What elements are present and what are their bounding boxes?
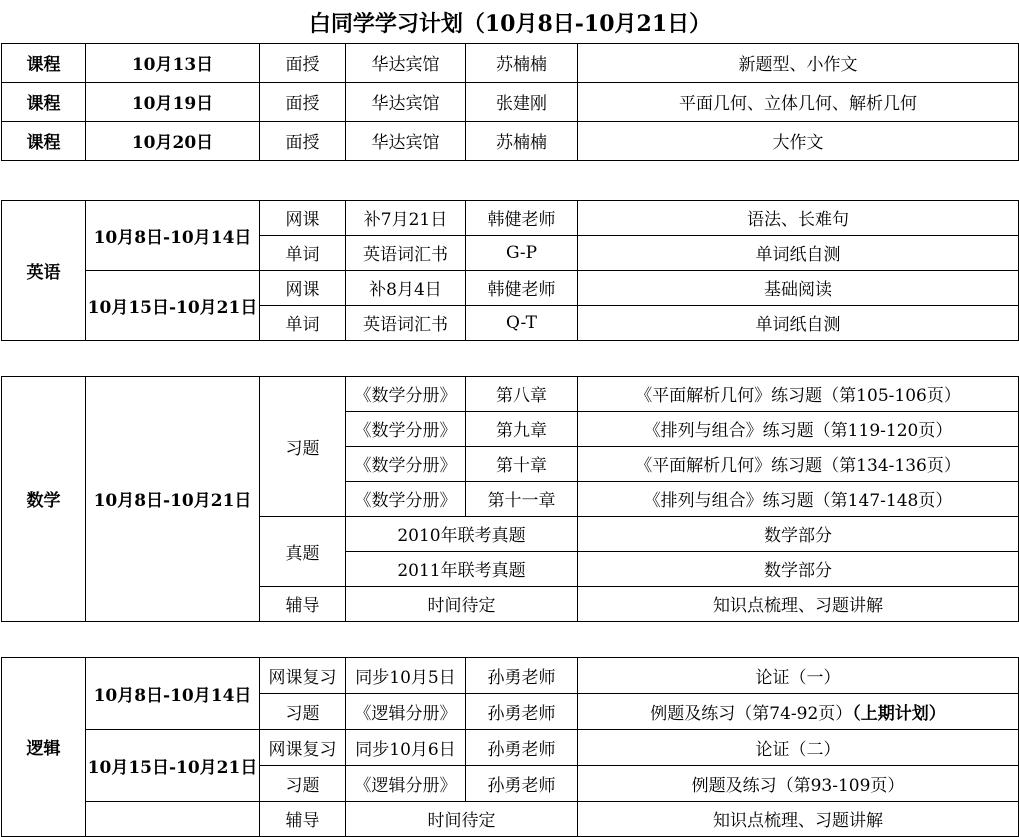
course-teacher: 苏楠楠 (466, 43, 578, 82)
logic-period-range: 10月15日-10月21日 (86, 729, 260, 801)
math-book: 《数学分册》 (346, 446, 466, 481)
course-teacher: 张建刚 (466, 82, 578, 121)
logic-type: 习题 (260, 765, 346, 801)
math-chapter: 第九章 (466, 411, 578, 446)
logic-row (2, 729, 1019, 765)
logic-type: 习题 (260, 693, 346, 729)
logic-tutoring-content: 知识点梳理、习题讲解 (578, 801, 1019, 836)
logic-content-text: 例题及练习（第74-92页） (650, 703, 853, 724)
english-type: 单词 (260, 305, 346, 340)
section-spacer (2, 160, 1019, 200)
logic-content (578, 693, 1019, 729)
math-range: 10月8日-10月21日 (86, 376, 260, 621)
course-date: 10月19日 (86, 82, 260, 121)
english-period-range: 10月8日-10月14日 (86, 200, 260, 270)
course-label: 课程 (2, 43, 86, 82)
math-content: 《排列与组合》练习题（第147-148页） (578, 481, 1019, 516)
logic-empty-range (86, 801, 260, 836)
course-type: 面授 (260, 82, 346, 121)
math-exam-name: 2010年联考真题 (346, 516, 578, 551)
english-subject: 英语 (2, 200, 86, 340)
english-type: 单词 (260, 235, 346, 270)
course-type: 面授 (260, 121, 346, 160)
math-exam-name: 2011年联考真题 (346, 551, 578, 586)
course-label: 课程 (2, 82, 86, 121)
english-content: 基础阅读 (578, 270, 1019, 305)
logic-item: 同步10月6日 (346, 729, 466, 765)
math-content: 《平面解析几何》练习题（第105-106页） (578, 376, 1019, 411)
logic-row (2, 657, 1019, 693)
logic-content-text: 论证（二） (755, 739, 841, 760)
course-row (2, 121, 1019, 160)
math-tutoring-label: 辅导 (260, 586, 346, 621)
math-content: 《排列与组合》练习题（第119-120页） (578, 411, 1019, 446)
logic-content-text: 例题及练习（第93-109页） (691, 775, 905, 796)
course-location: 华达宾馆 (346, 121, 466, 160)
english-item: 英语词汇书 (346, 305, 466, 340)
course-label: 课程 (2, 121, 86, 160)
math-chapter: 第八章 (466, 376, 578, 411)
course-date: 10月20日 (86, 121, 260, 160)
english-who: 韩健老师 (466, 200, 578, 235)
course-content: 大作文 (578, 121, 1019, 160)
logic-who: 孙勇老师 (466, 765, 578, 801)
logic-item: 同步10月5日 (346, 657, 466, 693)
math-book: 《数学分册》 (346, 376, 466, 411)
logic-period-range: 10月8日-10月14日 (86, 657, 260, 729)
english-row (2, 270, 1019, 305)
math-exam-content: 数学部分 (578, 516, 1019, 551)
math-exam-label: 真题 (260, 516, 346, 586)
english-type: 网课 (260, 200, 346, 235)
course-row (2, 82, 1019, 121)
english-content: 语法、长难句 (578, 200, 1019, 235)
math-chapter: 第十章 (466, 446, 578, 481)
logic-content-text: 论证（一） (755, 667, 841, 688)
study-plan-table (1, 3, 1019, 837)
logic-item: 《逻辑分册》 (346, 765, 466, 801)
logic-subject: 逻辑 (2, 657, 86, 836)
math-subject: 数学 (2, 376, 86, 621)
logic-row (2, 801, 1019, 836)
course-row (2, 43, 1019, 82)
english-who: G-P (466, 235, 578, 270)
math-book: 《数学分册》 (346, 411, 466, 446)
english-type: 网课 (260, 270, 346, 305)
english-item: 补8月4日 (346, 270, 466, 305)
logic-type: 网课复习 (260, 657, 346, 693)
math-row (2, 376, 1019, 411)
english-row (2, 200, 1019, 235)
english-period-range: 10月15日-10月21日 (86, 270, 260, 340)
math-tutoring-content: 知识点梳理、习题讲解 (578, 586, 1019, 621)
english-content: 单词纸自测 (578, 305, 1019, 340)
logic-content (578, 657, 1019, 693)
math-exam-content: 数学部分 (578, 551, 1019, 586)
english-item: 英语词汇书 (346, 235, 466, 270)
course-content: 平面几何、立体几何、解析几何 (578, 82, 1019, 121)
english-content: 单词纸自测 (578, 235, 1019, 270)
course-type: 面授 (260, 43, 346, 82)
english-item: 补7月21日 (346, 200, 466, 235)
course-location: 华达宾馆 (346, 43, 466, 82)
section-spacer (2, 621, 1019, 657)
logic-content (578, 729, 1019, 765)
logic-content (578, 765, 1019, 801)
course-teacher: 苏楠楠 (466, 121, 578, 160)
math-content: 《平面解析几何》练习题（第134-136页） (578, 446, 1019, 481)
math-book: 《数学分册》 (346, 481, 466, 516)
section-spacer (2, 340, 1019, 376)
course-date: 10月13日 (86, 43, 260, 82)
logic-type: 网课复习 (260, 729, 346, 765)
logic-who: 孙勇老师 (466, 657, 578, 693)
english-who: 韩健老师 (466, 270, 578, 305)
logic-item: 《逻辑分册》 (346, 693, 466, 729)
course-location: 华达宾馆 (346, 82, 466, 121)
course-content: 新题型、小作文 (578, 43, 1019, 82)
page-title: 白同学学习计划（10月8日-10月21日） (308, 11, 712, 38)
logic-tutoring-label: 辅导 (260, 801, 346, 836)
math-exercise-label: 习题 (260, 376, 346, 516)
logic-tutoring-time: 时间待定 (346, 801, 578, 836)
math-chapter: 第十一章 (466, 481, 578, 516)
logic-who: 孙勇老师 (466, 693, 578, 729)
math-tutoring-time: 时间待定 (346, 586, 578, 621)
english-who: Q-T (466, 305, 578, 340)
logic-who: 孙勇老师 (466, 729, 578, 765)
logic-content-note: （上期计划） (852, 703, 946, 724)
